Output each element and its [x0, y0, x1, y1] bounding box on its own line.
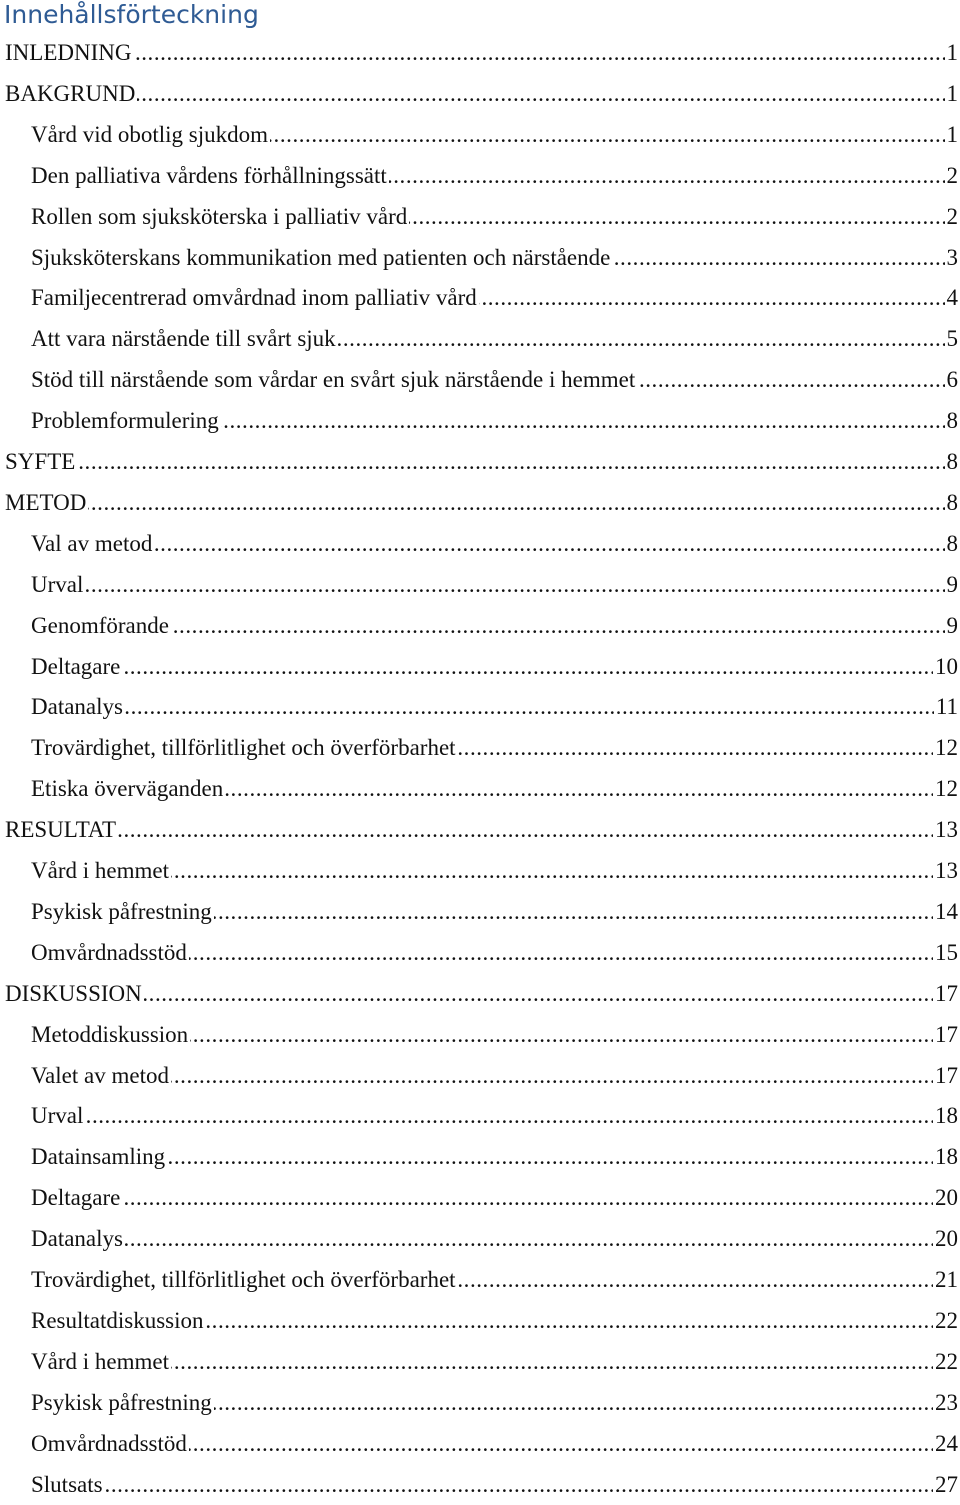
toc-entry-label: Att vara närstående till svårt sjuk: [31, 326, 336, 352]
toc-entry-page-number: 20: [935, 1226, 958, 1252]
toc-dot-leader: [458, 727, 933, 768]
toc-entry[interactable]: [0, 441, 958, 482]
toc-entry-label: Val av metod: [31, 530, 153, 556]
toc-entry-label: Psykisk påfrestning: [31, 898, 212, 924]
toc-dot-leader: [137, 73, 944, 114]
toc-entry[interactable]: [0, 1259, 958, 1300]
toc-entry-page-number: 27: [935, 1471, 958, 1497]
toc-entry[interactable]: [0, 605, 958, 646]
toc-dot-leader: [409, 196, 944, 237]
toc-dot-leader: [214, 891, 933, 932]
toc-entry-page-number: 9: [946, 571, 958, 597]
toc-dot-leader: [122, 646, 933, 687]
toc-entry[interactable]: [0, 1382, 958, 1423]
toc-entry-label: RESULTAT: [5, 817, 117, 843]
toc-dot-leader: [133, 32, 944, 73]
toc-dot-leader: [338, 318, 945, 359]
toc-entry-page-number: 5: [946, 326, 958, 352]
toc-entry-page-number: 17: [935, 980, 958, 1006]
toc-dot-leader: [125, 1218, 933, 1259]
toc-dot-leader: [389, 155, 945, 196]
toc-entry-label: SYFTE: [5, 449, 76, 474]
toc-entry[interactable]: [0, 973, 958, 1014]
toc-entry-label: Psykisk påfrestning: [31, 1389, 212, 1415]
toc-entry-label: Urval: [31, 1103, 84, 1129]
toc-entry[interactable]: [0, 809, 958, 850]
toc-entry-label: Metoddiskussion: [31, 1021, 189, 1047]
toc-entry[interactable]: [0, 73, 958, 114]
toc-entry-label: Valet av metod: [31, 1062, 169, 1088]
toc-entry-page-number: 20: [935, 1185, 958, 1211]
toc-entry-page-number: 14: [935, 898, 958, 924]
toc-entry-page-number: 21: [935, 1267, 958, 1292]
toc-entry[interactable]: [0, 1218, 958, 1259]
toc-entry-page-number: 3: [946, 244, 958, 270]
toc-entry-label: Stöd till närstående som vårdar en svårt sjuk närstående i hemmet: [31, 367, 636, 393]
toc-entry-page-number: 1: [946, 121, 958, 147]
toc-dot-leader: [225, 768, 933, 809]
toc-entry[interactable]: [0, 155, 958, 196]
toc-entry[interactable]: [0, 318, 958, 359]
toc-entry-label: Vård vid obotlig sjukdom: [31, 121, 269, 147]
toc-entry[interactable]: [0, 1341, 958, 1382]
toc-dot-leader: [612, 237, 944, 278]
toc-entry[interactable]: [0, 1464, 958, 1505]
toc-entry-label: INLEDNING: [5, 40, 132, 65]
toc-entry[interactable]: [0, 1055, 958, 1096]
toc-entry-page-number: 13: [935, 858, 958, 883]
toc-entry-label: Omvårdnadsstöd: [31, 939, 187, 965]
toc-entry[interactable]: [0, 1177, 958, 1218]
toc-entry[interactable]: [0, 359, 958, 400]
toc-entry[interactable]: [0, 1300, 958, 1341]
toc-entry[interactable]: [0, 237, 958, 278]
toc-dot-leader: [171, 1341, 933, 1382]
toc-entry-page-number: 4: [946, 285, 958, 311]
toc-dot-leader: [77, 441, 944, 482]
toc-entry[interactable]: [0, 482, 958, 523]
toc-entry-label: Deltagare: [31, 653, 121, 679]
toc-entry[interactable]: [0, 727, 958, 768]
toc-entry-label: Vård i hemmet: [31, 858, 169, 883]
toc-entry-page-number: 22: [935, 1307, 958, 1333]
toc-dot-leader: [154, 523, 944, 564]
toc-entry[interactable]: [0, 686, 958, 727]
toc-entry[interactable]: [0, 768, 958, 809]
toc-entry-label: Datanalys: [31, 694, 123, 720]
toc-entry[interactable]: [0, 564, 958, 605]
toc-dot-leader: [479, 277, 945, 318]
toc-entry[interactable]: [0, 523, 958, 564]
toc-entry-label: Den palliativa vårdens förhållningssätt: [31, 162, 387, 188]
toc-entry-label: Sjuksköterskans kommunikation med patienten och närstående: [31, 244, 611, 270]
toc-entry-label: Omvårdnadsstöd: [31, 1430, 187, 1456]
toc-dot-leader: [221, 400, 945, 441]
toc-dot-leader: [88, 482, 944, 523]
toc-entry-label: Rollen som sjuksköterska i palliativ vård: [31, 203, 408, 229]
toc-entry-page-number: 13: [935, 817, 958, 843]
toc-entry-label: Familjecentrerad omvårdnad inom palliativ vård: [31, 285, 477, 311]
toc-entry-label: Datanalys: [31, 1226, 123, 1252]
toc-entry-page-number: 2: [946, 162, 958, 188]
toc-dot-leader: [637, 359, 944, 400]
toc-entry-page-number: 8: [946, 530, 958, 556]
toc-entry-label: Slutsats: [31, 1471, 103, 1497]
toc-entry[interactable]: [0, 32, 958, 73]
toc-dot-leader: [171, 1055, 933, 1096]
toc-entry[interactable]: [0, 850, 958, 891]
toc-entry-page-number: 11: [935, 694, 958, 720]
toc-entry-page-number: 9: [946, 612, 958, 638]
toc-entry-label: Datainsamling: [31, 1144, 166, 1170]
toc-entry[interactable]: [0, 277, 958, 318]
toc-entry[interactable]: [0, 1014, 958, 1055]
toc-entry[interactable]: [0, 114, 958, 155]
toc-dot-leader: [171, 850, 933, 891]
toc-entry-page-number: 17: [935, 1062, 958, 1088]
toc-entry[interactable]: [0, 196, 958, 237]
toc-dot-leader: [118, 809, 933, 850]
toc-entry-label: Urval: [31, 571, 84, 597]
toc-entry-page-number: 10: [935, 653, 958, 679]
toc-entry[interactable]: [0, 646, 958, 687]
toc-dot-leader: [270, 114, 944, 155]
toc-entry-page-number: 24: [935, 1430, 958, 1456]
toc-entry-label: Trovärdighet, tillförlitlighet och överförbarhet: [31, 735, 456, 761]
toc-entry-label: DISKUSSION: [5, 980, 142, 1006]
toc-entry-page-number: 22: [935, 1348, 958, 1374]
toc-entry[interactable]: [0, 1136, 958, 1177]
toc-entry-page-number: 8: [946, 449, 958, 474]
toc-dot-leader: [105, 1464, 933, 1505]
toc-entry-page-number: 8: [946, 489, 958, 515]
toc-entry-label: Genomförande: [31, 612, 169, 638]
toc-entry-page-number: 1: [946, 40, 958, 65]
toc-entry-page-number: 18: [935, 1144, 958, 1170]
toc-entry-label: Trovärdighet, tillförlitlighet och överförbarhet: [31, 1267, 456, 1292]
toc-dot-leader: [214, 1382, 933, 1423]
toc-entry-label: BAKGRUND: [5, 80, 136, 106]
toc-entry-page-number: 23: [935, 1389, 958, 1415]
toc-entry-label: Etiska överväganden: [31, 776, 224, 802]
toc-dot-leader: [458, 1259, 933, 1300]
toc-dot-leader: [85, 564, 944, 605]
toc-dot-leader: [125, 686, 934, 727]
toc-entry-page-number: 12: [935, 776, 958, 802]
toc-entry-page-number: 17: [935, 1021, 958, 1047]
toc-entry[interactable]: [0, 891, 958, 932]
toc-dot-leader: [85, 1095, 933, 1136]
toc-entry-label: Resultatdiskussion: [31, 1307, 204, 1333]
toc-entry-page-number: 15: [935, 939, 958, 965]
toc-entry[interactable]: [0, 1423, 958, 1464]
toc-dot-leader: [206, 1300, 933, 1341]
toc-dot-leader: [122, 1177, 933, 1218]
toc-dot-leader: [189, 932, 933, 973]
toc-dot-leader: [167, 1136, 933, 1177]
toc-dot-leader: [144, 973, 933, 1014]
toc-entry-page-number: 6: [946, 367, 958, 393]
toc-entry-label: Vård i hemmet: [31, 1348, 169, 1374]
toc-entry-page-number: 2: [946, 203, 958, 229]
toc-entry[interactable]: [0, 1095, 958, 1136]
toc-dot-leader: [189, 1423, 933, 1464]
toc-entry-page-number: 18: [935, 1103, 958, 1129]
toc-entry-page-number: 12: [935, 735, 958, 761]
toc-entry[interactable]: [0, 400, 958, 441]
toc-entry-page-number: 8: [946, 408, 958, 434]
toc-entry-page-number: 1: [946, 80, 958, 106]
toc-entry[interactable]: [0, 932, 958, 973]
toc-title: Innehållsförteckning: [4, 0, 259, 29]
toc-entry-label: METOD: [5, 489, 87, 515]
toc-dot-leader: [190, 1014, 933, 1055]
toc-dot-leader: [171, 605, 945, 646]
toc-entry-label: Problemformulering: [31, 408, 219, 434]
toc-entry-label: Deltagare: [31, 1185, 121, 1211]
